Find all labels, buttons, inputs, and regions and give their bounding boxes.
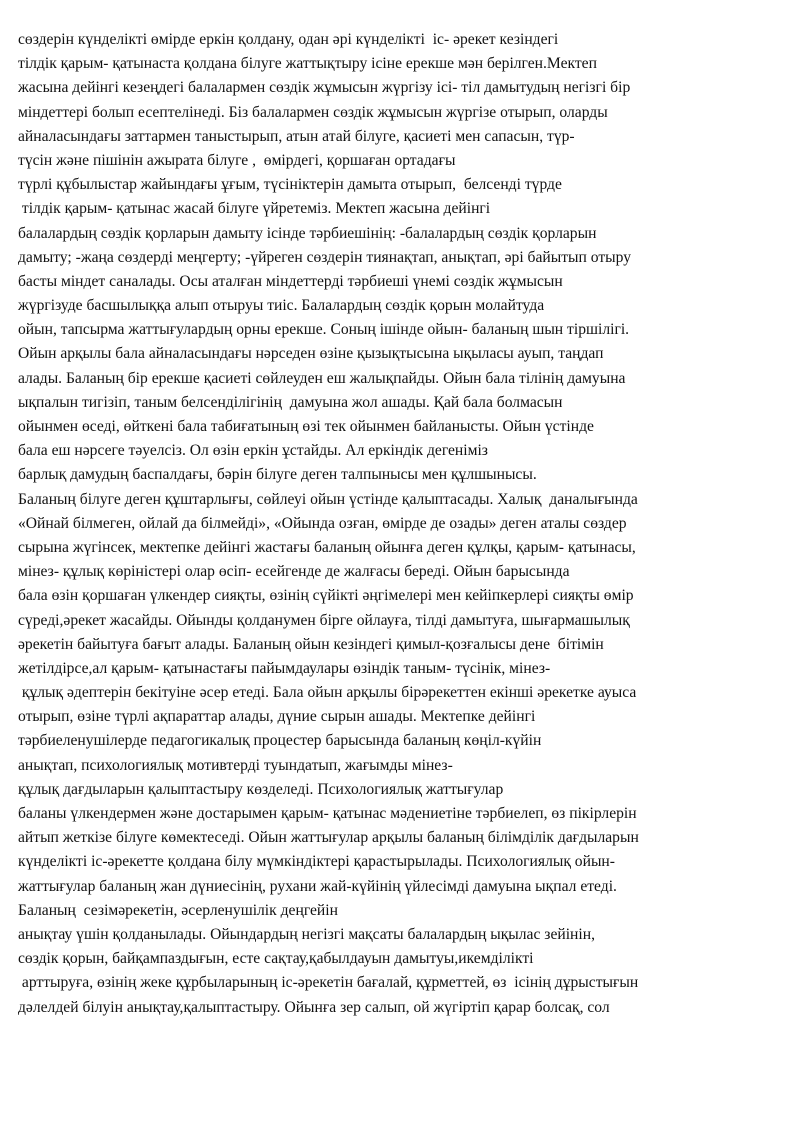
text-line: тілдік қарым- қатынас жасай білуге үйретеміз. Мектеп жасына дейінгі	[18, 200, 491, 218]
text-line: жетілдірсе,ал қарым- қатынастағы пайымдаулары өзіндік таным- түсінік, мінез-	[18, 659, 551, 677]
text-line: балалардың сөздік қорларын дамыту ісінде тәрбиешінің: -балалардың сөздік қорларын	[18, 224, 597, 242]
text-line: жасына дейінгі кезеңдегі балалармен сөздік жұмысын жүргізу ісі- тіл дамытудың негізгі бір	[18, 79, 631, 97]
text-line: тілдік қарым- қатынаста қолдана білуге жаттықтыру ісіне ерекше мән берілген.Мектеп	[18, 55, 597, 73]
text-line: анықтап, психологиялық мотивтерді туындатып, жағымды мінез-	[18, 756, 453, 774]
text-line: «Ойнай білмеген, ойлай да білмейді», «Ойында озған, өмірде де озады» деген аталы сөздер	[18, 514, 627, 532]
text-line: сүреді,әрекет жасайды. Ойынды қолданумен бірге ойлауға, тілді дамытуға, шығармашылық	[18, 611, 630, 629]
text-line: баланы үлкендермен және достарымен қарым- қатынас мәдениетіне тәрбиелеп, өз пікірлерін	[18, 805, 637, 822]
text-line: жаттығулар баланың жан дүниесінің, рухани жай-күйінің үйлесімді дамуына ықпал етеді.	[18, 877, 617, 895]
text-line: міндеттері болып есептелінеді. Біз балалармен сөздік жұмысын жүргізе отырып, оларды	[18, 103, 608, 121]
text-line: барлық дамудың баспалдағы, бәрін білуге деген талпынысы мен құлшынысы.	[18, 466, 537, 484]
text-line: түсін және пішінін ажырата білуге , өмірдегі, қоршаған ортадағы	[18, 151, 456, 169]
text-line: сөздерін күнделікті өмірде еркін қолдану, одан әрі күнделікті іс- әрекет кезіндегі	[18, 31, 559, 48]
text-line: жүргізуде басшылыққа алып отыруы тиіс. Балалардың сөздік қорын молайтуда	[18, 297, 545, 315]
text-line: сырына жүгінсек, мектепке дейінгі жастағы баланың ойынға деген құлқы, қарым- қатынасы,	[18, 538, 636, 556]
text-line: құлық әдептерін бекітуіне әсер етеді. Бала ойын арқылы бірәрекеттен екінші әрекетке ауыса	[18, 684, 637, 702]
text-line: ойын, тапсырма жаттығулардың орны ерекше. Соның ішінде ойын- баланың шын тіршілігі.	[18, 321, 630, 339]
text-line: Баланың білуге деген құштарлығы, сөйлеуі ойын үстінде қалыптасады. Халық даналығында	[18, 490, 638, 508]
text-line: құлық дағдыларын қалыптастыру көзделеді. Психологиялық жаттығулар	[18, 780, 504, 798]
text-line: алады. Баланың бір ерекше қасиеті сөйлеуден еш жалықпайды. Ойын бала тілінің дамуына	[18, 369, 626, 387]
text-line: ойынмен өседі, өйткені бала табиғатының өзі тек ойынмен байланысты. Ойын үстінде	[18, 418, 594, 435]
text-line: анықтау үшін қолданылады. Ойындардың негізгі мақсаты балалардың ықылас зейінін,	[18, 925, 595, 943]
text-line: айтып жеткізе білуге көмектеседі. Ойын жаттығулар арқылы баланың білімділік дағдыларын	[18, 829, 639, 847]
text-line: сөздік қорын, байқампаздығын, есте сақтау,қабылдауын дамытуы,икемділікті	[18, 950, 534, 968]
text-line: түрлі құбылыстар жайындағы ұғым, түсініктерін дамыта отырып, белсенді түрде	[18, 176, 562, 194]
text-line: отырып, өзіне түрлі ақпараттар алады, дүние сырын ашады. Мектепке дейінгі	[18, 708, 536, 726]
text-line: бала өзін қоршаған үлкендер сияқты, өзінің сүйікті әңгімелері мен кейіпкерлері сияқты өмір	[18, 587, 634, 605]
text-line: күнделікті іс-әрекетте қолдана білу мүмкіндіктері қарастырылады. Психологиялық ойын-	[18, 853, 615, 871]
body-text	[18, 28, 788, 1020]
text-line: ықпалын тигізіп, таным белсенділігінің дамуына жол ашады. Қай бала болмасын	[18, 393, 563, 411]
text-line: айналасындағы заттармен таныстырып, атын атай білуге, қасиеті мен сапасын, түр-	[18, 127, 575, 145]
text-line: бала еш нәрсеге тәуелсіз. Ол өзін еркін ұстайды. Ал еркіндік дегеніміз	[18, 442, 488, 460]
text-line: дәлелдей білуін анықтау,қалыптастыру. Ойынға зер салып, ой жүгіртіп қарар болсақ, сол	[18, 998, 610, 1016]
text-line: басты міндет саналады. Осы аталған міндеттерді тәрбиеші үнемі сөздік жұмысын	[18, 272, 563, 290]
text-line: дамыту; -жаңа сөздерді меңгерту; -үйреген сөздерін тиянақтап, анықтап, әрі байытып отыру	[18, 248, 632, 266]
text-line: әрекетін байытуға бағыт алады. Баланың ойын кезіндегі қимыл-қозғалысы дене бітімін	[18, 635, 604, 653]
text-line: Ойын арқылы бала айналасындағы нәрседен өзіне қызықтысына ықыласы ауып, таңдап	[18, 345, 604, 363]
text-line: мінез- құлық көріністері олар өсіп- есейгенде де жалғасы береді. Ойын барысында	[18, 563, 570, 581]
text-line: арттыруға, өзінің жеке құрбыларының іс-әрекетін бағалай, құрметтей, өз ісінің дұрыстығын	[18, 974, 639, 992]
text-line: Баланың сезімәрекетін, әсерленушілік деңгейін	[18, 901, 338, 919]
text-line: тәрбиеленушілерде педагогикалық процестер барысында баланың көңіл-күйін	[18, 732, 542, 750]
